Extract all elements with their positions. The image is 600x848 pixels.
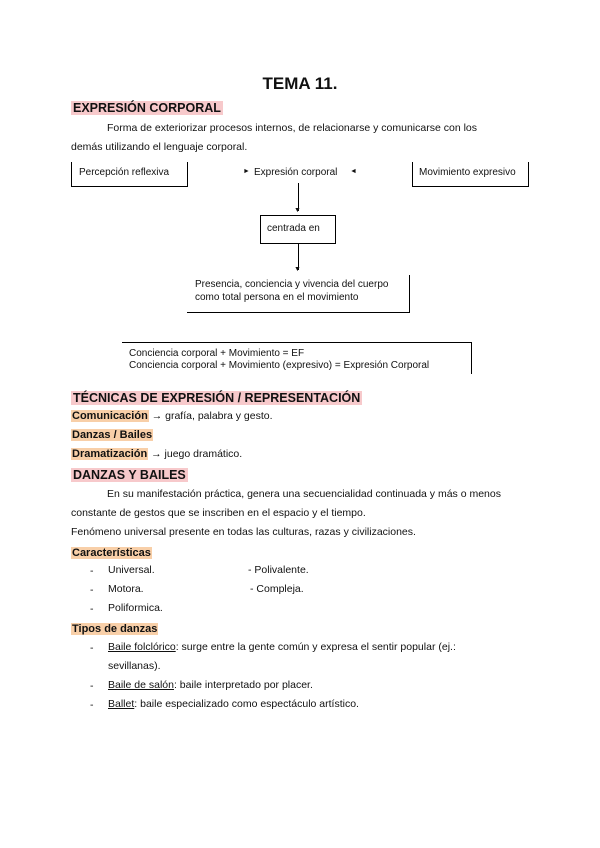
- arrow-right-icon: ►: [243, 168, 250, 175]
- arrow-down-icon: ▼: [294, 207, 301, 214]
- technique-dramatizacion: [71, 445, 242, 464]
- diagram-left-label: Percepción reflexiva: [79, 167, 170, 178]
- feature-motora: Motora.: [108, 583, 144, 595]
- technique-text: → juego dramático.: [151, 448, 243, 460]
- list-dash: -: [90, 699, 94, 711]
- section-heading-expresion-corporal: [71, 99, 223, 117]
- diagram-middle-label: centrada en: [267, 223, 320, 234]
- technique-text: → grafía, palabra y gesto.: [151, 410, 273, 422]
- arrow-down-icon: ▼: [294, 266, 301, 273]
- diagram-right-label: Movimiento expresivo: [419, 167, 516, 178]
- list-dash: -: [90, 603, 94, 615]
- type-term: Baile de salón: [108, 679, 174, 691]
- technique-label: Danzas / Bailes: [72, 429, 153, 441]
- section-heading-text: EXPRESIÓN CORPORAL: [73, 101, 221, 115]
- danzas-para-line-2: constante de gestos que se inscriben en el espacio y el tiempo.: [71, 507, 366, 519]
- type-ballet: [108, 695, 359, 714]
- page-title: TEMA 11.: [262, 74, 338, 93]
- diagram-box-left: [71, 162, 188, 187]
- technique-comunicacion: [71, 407, 273, 426]
- formula-line-2: Conciencia corporal + Movimiento (expresivo) = Expresión Corporal: [129, 360, 430, 371]
- danzas-para-line-3: Fenómeno universal presente en todas las culturas, razas y civilizaciones.: [71, 526, 416, 538]
- feature-universal: Universal.: [108, 564, 155, 576]
- list-dash: -: [90, 565, 94, 577]
- type-folclorico-cont: sevillanas).: [108, 660, 161, 672]
- diagram-box-right: [412, 162, 529, 187]
- arrow-left-icon: ◄: [350, 168, 357, 175]
- type-text: : baile interpretado por placer.: [173, 679, 313, 691]
- list-dash: -: [90, 584, 94, 596]
- type-salon: [108, 676, 313, 695]
- type-text: : surge entre la gente común y expresa el sentir popular (ej.:: [175, 641, 456, 653]
- diagram-box-bottom: [187, 275, 410, 313]
- intro-line-1: Forma de exteriorizar procesos internos, de relacionarse y comunicarse con los: [107, 122, 477, 134]
- features-heading-text: Características: [72, 547, 151, 559]
- list-dash: -: [90, 642, 94, 654]
- type-folclorico: [108, 638, 528, 657]
- section-heading-text: DANZAS Y BAILES: [73, 468, 186, 482]
- technique-danzas: [71, 426, 153, 445]
- section-heading-danzas-bailes: [71, 466, 188, 484]
- section-heading-tecnicas: [71, 389, 362, 407]
- type-term: Ballet: [108, 698, 135, 710]
- diagram-center-label: Expresión corporal: [254, 167, 338, 178]
- technique-label: Comunicación: [72, 410, 148, 422]
- list-dash: -: [90, 680, 94, 692]
- intro-paragraph: [71, 119, 528, 138]
- types-heading-text: Tipos de danzas: [72, 623, 158, 635]
- formula-line-1: Conciencia corporal + Movimiento = EF: [129, 348, 305, 359]
- features-heading: [71, 543, 152, 561]
- feature-compleja: - Compleja.: [250, 583, 304, 595]
- diagram-box-middle: [260, 215, 336, 244]
- feature-poliformica: Poliformica.: [108, 602, 163, 614]
- diagram-bottom-line-2: como total persona en el movimiento: [195, 292, 359, 303]
- type-term: Baile folclórico: [108, 641, 176, 653]
- type-text: : baile especializado como espectáculo artístico.: [134, 698, 359, 710]
- intro-line-2: demás utilizando el lenguaje corporal.: [71, 141, 248, 153]
- danzas-para-line-1: En su manifestación práctica, genera una secuencialidad continuada y más o menos: [107, 488, 501, 500]
- feature-polivalente: - Polivalente.: [248, 564, 309, 576]
- technique-label: Dramatización: [72, 448, 148, 460]
- types-heading: [71, 619, 158, 637]
- formula-box: [122, 342, 472, 374]
- diagram-bottom-line-1: Presencia, conciencia y vivencia del cuerpo: [195, 279, 389, 290]
- section-heading-text: TÉCNICAS DE EXPRESIÓN / REPRESENTACIÓN: [73, 391, 361, 405]
